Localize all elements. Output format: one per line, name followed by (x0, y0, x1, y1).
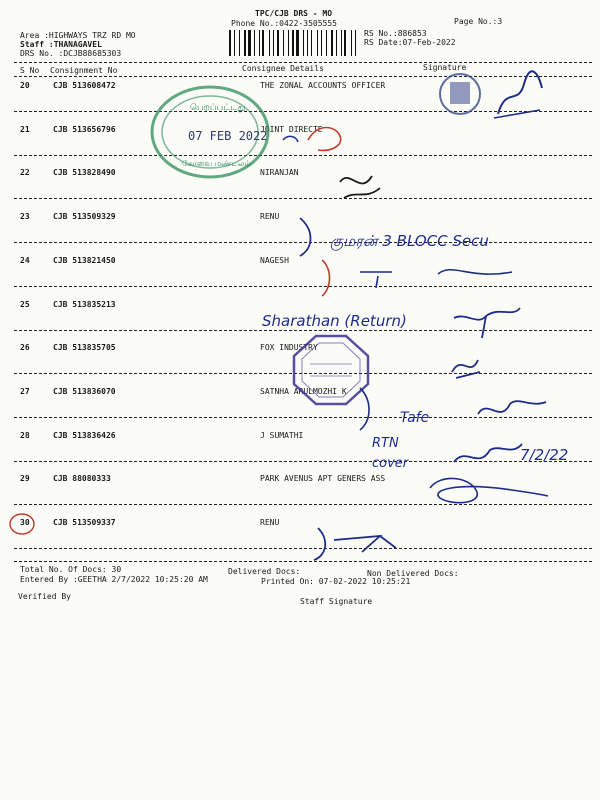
barcode-bar (343, 30, 344, 56)
barcode-bar (357, 30, 358, 56)
barcode-bar (307, 30, 309, 56)
row-consignment-no: CJB 88080333 (53, 474, 111, 483)
verified-by: Verified By (18, 592, 71, 601)
barcode-bar (229, 30, 231, 56)
row-divider (14, 417, 592, 418)
printed-on: Printed On: 07-02-2022 10:25:21 (261, 577, 411, 586)
barcode-bar (244, 30, 246, 56)
row-consignment-no: CJB 513821450 (53, 256, 116, 265)
col-header-consignment: Consignment No (50, 66, 118, 75)
row-sno: 22 (20, 168, 30, 177)
barcode-bar (341, 30, 342, 56)
row-divider (14, 548, 592, 549)
barcode-bar (280, 30, 282, 56)
handwritten-note-cover: cover (372, 456, 409, 471)
col-header-signature: Signature (423, 63, 467, 72)
barcode-bar (326, 30, 327, 56)
barcode-bar (309, 30, 310, 56)
barcode-bar (347, 30, 350, 56)
row-sno: 29 (20, 474, 30, 483)
report-title: TPC/CJB DRS - MO (255, 9, 333, 18)
handwritten-note-rtn: RTN (372, 436, 399, 451)
barcode-bar (300, 30, 302, 56)
barcode-bar (269, 30, 270, 56)
barcode-bar (321, 30, 322, 56)
row-divider (14, 461, 592, 462)
row-divider (14, 155, 592, 156)
barcode-bar (241, 30, 243, 56)
rs-date: RS Date:07-Feb-2022 (364, 38, 456, 47)
barcode-bar (292, 30, 294, 56)
barcode-bar (305, 30, 306, 56)
barcode-bar (236, 30, 239, 56)
handwritten-note-row25: Sharathan (Return) (262, 312, 407, 330)
row-consignment-no: CJB 513509337 (53, 518, 116, 527)
barcode-bar (317, 30, 319, 56)
row-divider (14, 111, 592, 112)
handwritten-date-row28: 7/2/22 (520, 446, 569, 464)
row-divider (14, 373, 592, 374)
divider (14, 561, 592, 562)
barcode-bar (273, 30, 274, 56)
row-consignee: JOINT DIRECTE (260, 125, 323, 134)
handwritten-note-row23: குமரன் 3 BLOCC Secu (330, 232, 489, 250)
row-consignment-no: CJB 513835213 (53, 300, 116, 309)
row-consignee: THE ZONAL ACCOUNTS OFFICER (260, 81, 386, 90)
row-consignee: SATNHA ARULMOZHI K (260, 387, 347, 396)
barcode-bar (262, 30, 264, 56)
row-sno: 28 (20, 431, 30, 440)
barcode-bar (334, 30, 335, 56)
barcode-bar (252, 30, 253, 56)
row-consignment-no: CJB 513608472 (53, 81, 116, 90)
row-consignee: FOX INDUSTRY (260, 343, 318, 352)
col-header-consignee: Consignee Details (242, 64, 324, 73)
barcode-image (229, 30, 359, 56)
barcode-bar (232, 30, 233, 56)
row-consignment-no: CJB 513828490 (53, 168, 116, 177)
row-sno: 30 (20, 518, 30, 527)
row-sno: 21 (20, 125, 30, 134)
barcode-bar (254, 30, 255, 56)
barcode-bar (344, 30, 346, 56)
stamp-bottom-text: கோவை மண்டலம் (182, 159, 251, 168)
barcode-bar (271, 30, 273, 56)
row-consignment-no: CJB 513656796 (53, 125, 116, 134)
barcode-bar (296, 30, 299, 56)
divider (14, 76, 592, 77)
barcode-bar (311, 30, 312, 56)
row-divider (14, 286, 592, 287)
barcode-bar (284, 30, 287, 56)
barcode-bar (259, 30, 260, 56)
row-consignment-no: CJB 513509329 (53, 212, 116, 221)
barcode-bar (256, 30, 258, 56)
staff-field: Staff :THANAGAVEL (20, 40, 102, 49)
barcode-bar (275, 30, 276, 56)
row-sno: 23 (20, 212, 30, 221)
row-divider (14, 242, 592, 243)
barcode-bar (277, 30, 279, 56)
barcode-bar (303, 30, 304, 56)
delivered-docs: Delivered Docs: (228, 567, 301, 576)
barcode-bar (351, 30, 352, 56)
row-consignee: RENU (260, 212, 280, 221)
row-consignee: RENU (260, 518, 280, 527)
row-sno: 20 (20, 81, 30, 90)
row-sno: 26 (20, 343, 30, 352)
barcode-bar (260, 30, 261, 56)
row-consignment-no: CJB 513836426 (53, 431, 116, 440)
barcode-bar (288, 30, 289, 56)
barcode-bar (248, 30, 251, 56)
row-consignment-no: CJB 513835705 (53, 343, 116, 352)
col-header-sno: S No (20, 66, 40, 75)
barcode-bar (336, 30, 337, 56)
phone-number: Phone No.:0422-3505555 (231, 19, 337, 28)
non-delivered-docs: Non Delivered Docs: (367, 569, 459, 578)
row-consignee: NAGESH (260, 256, 289, 265)
divider (14, 62, 592, 63)
entered-by: Entered By :GEETHA 2/7/2022 10:25:20 AM (20, 575, 208, 584)
row-sno: 25 (20, 300, 30, 309)
barcode-bar (355, 30, 357, 56)
barcode-bar (353, 30, 354, 56)
row-divider (14, 504, 592, 505)
barcode-bar (328, 30, 330, 56)
barcode-bar (323, 30, 325, 56)
barcode-bar (234, 30, 235, 56)
total-docs: Total No. Of Docs: 30 (20, 565, 122, 574)
row-sno: 24 (20, 256, 30, 265)
barcode-bar (265, 30, 268, 56)
row-divider (14, 330, 592, 331)
received-date-stamp (148, 82, 273, 182)
area-field: Area :HIGHWAYS TRZ RD MO (20, 31, 136, 40)
rs-number: RS No.:886853 (364, 29, 427, 38)
page-number: Page No.:3 (454, 17, 503, 26)
staff-signature: Staff Signature (300, 597, 373, 606)
row-consignee: NIRANJAN (260, 168, 299, 177)
barcode-bar (319, 30, 320, 56)
barcode-bar (283, 30, 284, 56)
row-consignment-no: CJB 513836070 (53, 387, 116, 396)
stamp-date-text: 07 FEB 2022 (188, 129, 268, 143)
barcode-bar (295, 30, 296, 56)
barcode-bar (290, 30, 291, 56)
drs-number: DRS No. :DCJB88685303 (20, 49, 122, 58)
row-consignee: PARK AVENUS APT GENERS ASS (260, 474, 386, 483)
barcode-bar (313, 30, 316, 56)
barcode-bar (331, 30, 334, 56)
handwritten-note-tafe: Tafe (400, 410, 430, 426)
row-sno: 27 (20, 387, 30, 396)
barcode-bar (239, 30, 240, 56)
row-consignee: J SUMATHI (260, 431, 304, 440)
row-divider (14, 198, 592, 199)
barcode-bar (338, 30, 340, 56)
stamp-top-text: பெறப்பட்டது (190, 103, 246, 113)
barcode-bar (247, 30, 248, 56)
